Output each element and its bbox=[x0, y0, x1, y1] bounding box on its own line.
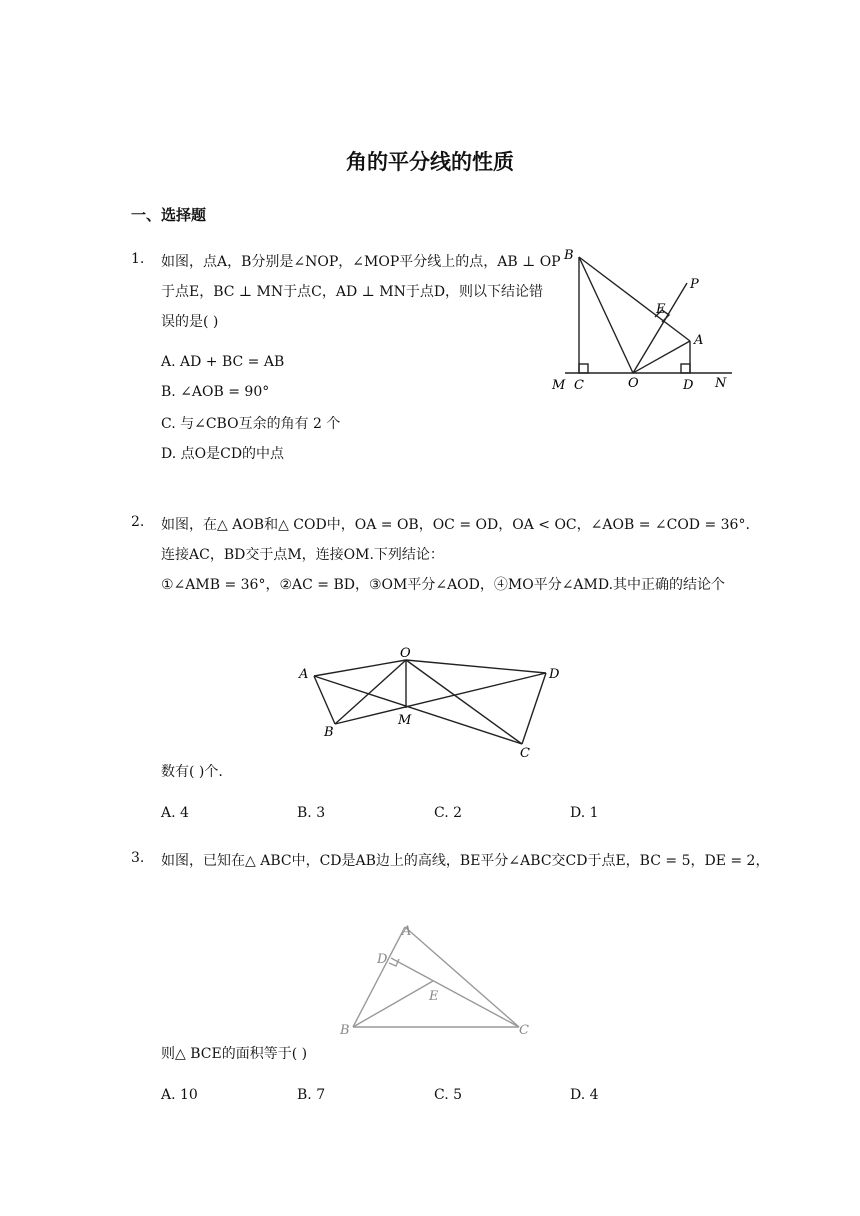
fig2-label-b: B bbox=[324, 725, 334, 740]
fig2-label-c: C bbox=[520, 746, 530, 761]
fig3-label-e: E bbox=[429, 989, 439, 1004]
question-3-line-1: 如图，已知在△ ABC中，CD是AB边上的高线，BE平分∠ABC交CD于点E，BC = 5，DE = 2， bbox=[161, 853, 770, 869]
question-2-option-c[interactable]: C. 2 bbox=[434, 805, 463, 821]
question-3-option-a[interactable]: A. 10 bbox=[161, 1087, 198, 1103]
fig1-label-o: O bbox=[628, 376, 639, 391]
question-2-figure bbox=[290, 640, 580, 765]
fig1-label-p: P bbox=[690, 277, 699, 292]
question-2-line-3: ①∠AMB = 36°，②AC = BD，③OM平分∠AOD，④MO平分∠AMD.其中正确的结论个 bbox=[161, 577, 726, 593]
question-3-option-b[interactable]: B. 7 bbox=[297, 1087, 326, 1103]
page-title: 角的平分线的性质 bbox=[346, 150, 514, 174]
fig1-label-a: A bbox=[694, 333, 704, 348]
fig1-label-b: B bbox=[564, 248, 574, 263]
fig3-label-d: D bbox=[377, 952, 388, 967]
question-3-continuation: 则△ BCE的面积等于( ) bbox=[161, 1046, 308, 1062]
question-3-option-d[interactable]: D. 4 bbox=[570, 1087, 599, 1103]
question-2-option-a[interactable]: A. 4 bbox=[161, 805, 189, 821]
question-1-line-2: 于点E，BC ⊥ MN于点C，AD ⊥ MN于点D，则以下结论错 bbox=[161, 284, 544, 300]
fig1-label-m: M bbox=[552, 378, 566, 393]
question-1-figure bbox=[540, 240, 740, 400]
fig2-label-a: A bbox=[299, 667, 309, 682]
question-2-line-2: 连接AC，BD交于点M，连接OM.下列结论： bbox=[161, 547, 444, 563]
fig2-label-m: M bbox=[398, 713, 412, 728]
fig1-label-e: E bbox=[656, 302, 666, 317]
question-1-line-1: 如图，点A，B分别是∠NOP，∠MOP平分线上的点，AB ⊥ OP bbox=[161, 254, 561, 270]
question-1-option-b[interactable]: B. ∠AOB = 90° bbox=[161, 384, 270, 400]
fig1-label-n: N bbox=[715, 376, 727, 391]
fig3-label-c: C bbox=[519, 1023, 529, 1038]
question-2-option-b[interactable]: B. 3 bbox=[297, 805, 326, 821]
question-3-number: 3. bbox=[131, 850, 145, 866]
question-1-number: 1. bbox=[131, 251, 145, 267]
question-1-option-c[interactable]: C. 与∠CBO互余的角有 2 个 bbox=[161, 416, 341, 432]
fig2-label-d: D bbox=[549, 667, 560, 682]
question-3-option-c[interactable]: C. 5 bbox=[434, 1087, 463, 1103]
fig1-label-d: D bbox=[683, 378, 694, 393]
fig2-label-o: O bbox=[400, 646, 411, 661]
question-2-continuation: 数有( )个. bbox=[161, 764, 223, 780]
question-1-line-3: 误的是( ) bbox=[161, 314, 219, 330]
question-2-number: 2. bbox=[131, 514, 145, 530]
fig1-label-c: C bbox=[574, 378, 584, 393]
question-2-option-d[interactable]: D. 1 bbox=[570, 805, 599, 821]
fig3-label-a: A bbox=[402, 924, 412, 939]
question-1-option-d[interactable]: D. 点O是CD的中点 bbox=[161, 446, 285, 462]
fig3-label-b: B bbox=[340, 1023, 350, 1038]
question-3-figure bbox=[335, 915, 545, 1045]
section-heading: 一、选择题 bbox=[131, 206, 207, 224]
question-1-option-a[interactable]: A. AD + BC = AB bbox=[161, 354, 285, 370]
question-2-line-1: 如图，在△ AOB和△ COD中，OA = OB，OC = OD，OA < OC，∠AOB = ∠COD = 36°. bbox=[161, 517, 750, 533]
